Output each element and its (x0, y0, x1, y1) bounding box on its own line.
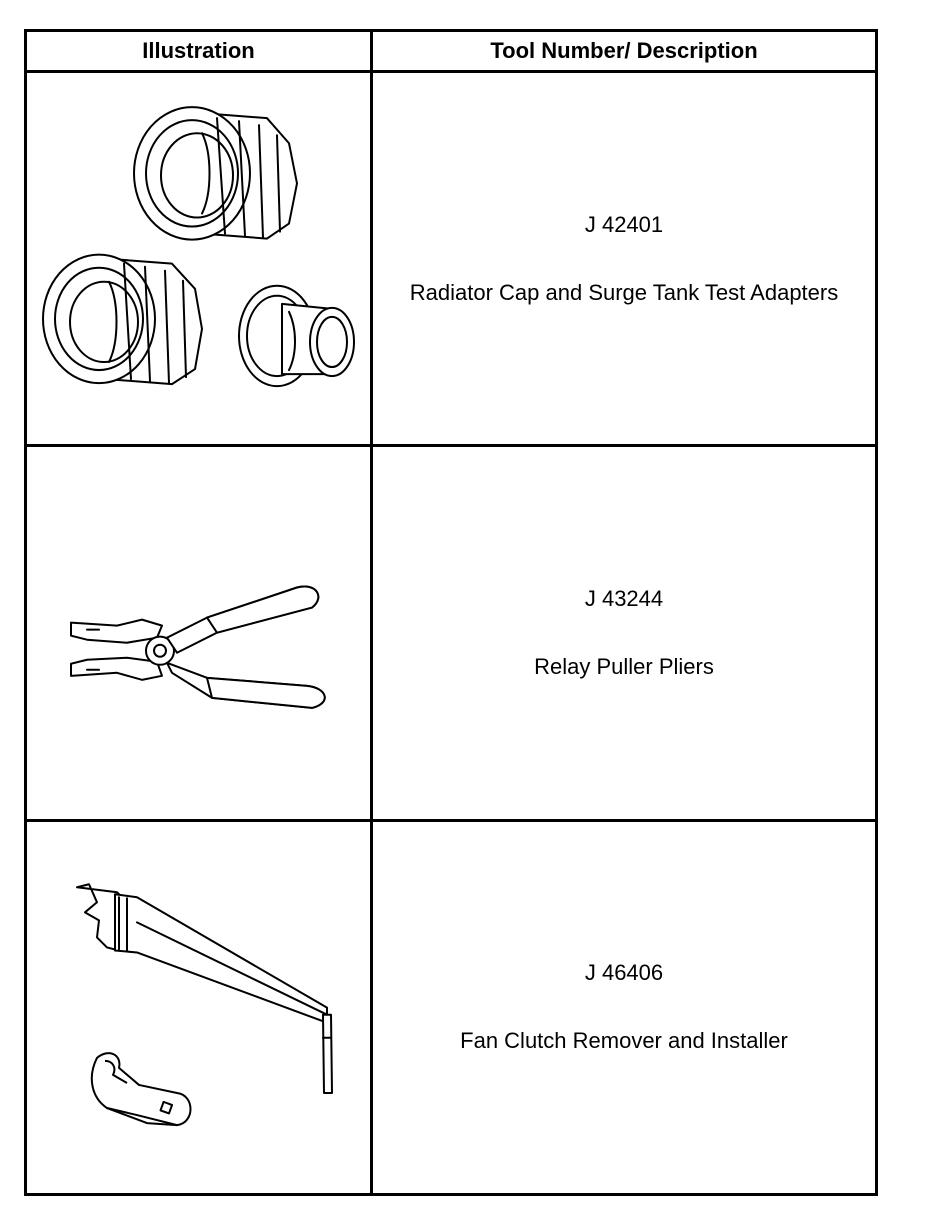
description-cell (372, 820, 877, 1194)
illustration-cell (26, 446, 372, 820)
table-row (26, 72, 877, 446)
relay-puller-pliers-icon (27, 447, 370, 818)
tool-description: Fan Clutch Remover and Installer (460, 1028, 788, 1054)
radiator-cap-adapters-icon (27, 73, 370, 444)
illustration-cell (26, 820, 372, 1194)
table-row (26, 820, 877, 1194)
tool-number: J 46406 (584, 960, 664, 986)
tool-table (24, 29, 878, 1196)
fan-clutch-tool-icon (27, 822, 370, 1193)
table-row (26, 446, 877, 820)
description-cell (372, 72, 877, 446)
tool-number: J 42401 (584, 211, 664, 237)
tool-description: Relay Puller Pliers (534, 653, 714, 679)
header-row (26, 31, 877, 72)
header-illustration: Illustration (26, 31, 372, 72)
tool-number: J 43244 (584, 585, 664, 611)
description-cell (372, 446, 877, 820)
tool-description: Radiator Cap and Surge Tank Test Adapters (409, 279, 839, 305)
illustration-cell (26, 72, 372, 446)
header-tool-number: Tool Number/ Description (372, 31, 877, 72)
